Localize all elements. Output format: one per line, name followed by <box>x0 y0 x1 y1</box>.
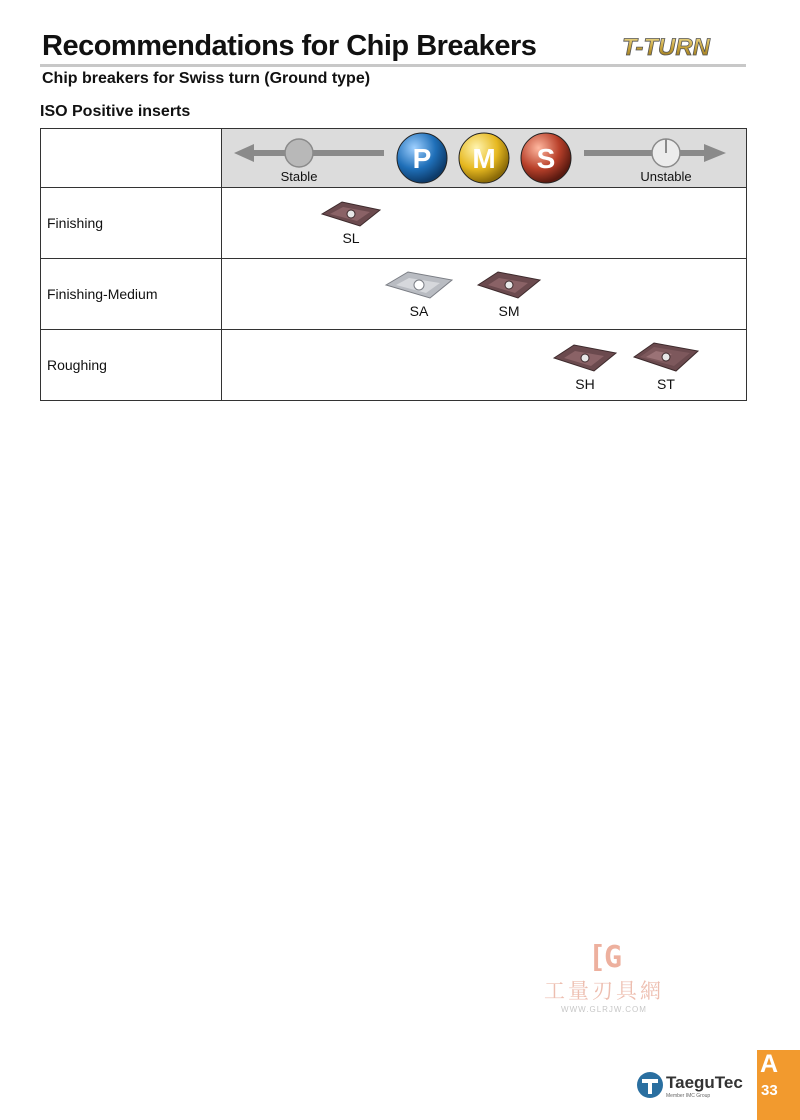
insert-st-icon <box>632 340 700 374</box>
insert-cell <box>222 259 747 330</box>
insert-code-sh: SH <box>575 376 595 392</box>
scale-header-row <box>41 129 747 188</box>
insert-sm-icon <box>476 269 542 301</box>
insert-sa-icon <box>384 269 454 301</box>
insert-sh-icon <box>552 342 618 374</box>
material-s-icon <box>521 133 571 183</box>
svg-text:T-TURN: T-TURN <box>622 34 710 61</box>
title-divider <box>40 64 746 67</box>
material-p-letter: P <box>412 143 432 174</box>
material-m-letter: M <box>472 143 496 174</box>
t-turn-logo <box>618 30 748 64</box>
table-row <box>41 259 747 330</box>
insert-sl <box>320 200 382 246</box>
section-letter: A <box>760 1050 779 1078</box>
stability-scale-graphic <box>222 129 746 187</box>
insert-code-sa: SA <box>409 303 429 319</box>
taegutec-emblem-icon <box>636 1070 664 1100</box>
stable-label: Stable <box>280 169 318 184</box>
taegutec-logo <box>636 1068 754 1102</box>
chip-breaker-table <box>40 128 747 401</box>
row-label-finishing-medium: Finishing-Medium <box>41 259 222 330</box>
stability-scale <box>222 129 747 188</box>
stable-knob-icon <box>285 139 313 167</box>
insert-code-st: ST <box>657 376 675 392</box>
section-heading: ISO Positive inserts <box>40 103 191 120</box>
insert-sh <box>552 342 618 392</box>
brand-sub: Member IMC Group <box>666 1093 711 1099</box>
material-p-icon <box>397 133 447 183</box>
insert-cell <box>222 188 747 259</box>
page-subtitle: Chip breakers for Swiss turn (Ground type) <box>42 70 371 87</box>
table-row <box>41 188 747 259</box>
material-m-icon <box>459 133 509 183</box>
brand-name: TaeguTec <box>666 1073 743 1092</box>
insert-sm <box>476 269 542 319</box>
watermark-url: WWW.GLRJW.COM <box>561 1005 647 1014</box>
page-title: Recommendations for Chip Breakers <box>42 30 537 62</box>
empty-corner-cell <box>41 129 222 188</box>
watermark-chinese: 工量刃具網 <box>544 979 664 1003</box>
insert-cell <box>222 330 747 401</box>
material-s-letter: S <box>536 143 556 174</box>
insert-code-sl: SL <box>342 230 360 246</box>
row-label-roughing: Roughing <box>41 330 222 401</box>
unstable-label: Unstable <box>640 169 692 184</box>
insert-st <box>632 340 700 392</box>
watermark-logo: [G <box>587 940 621 975</box>
insert-code-sm: SM <box>498 303 520 319</box>
watermark <box>536 940 672 1014</box>
table-row <box>41 330 747 401</box>
section-tab <box>757 1050 800 1120</box>
insert-sl-icon <box>320 200 382 228</box>
insert-sa <box>384 269 454 319</box>
page-number: 33 <box>761 1082 778 1099</box>
row-label-finishing: Finishing <box>41 188 222 259</box>
